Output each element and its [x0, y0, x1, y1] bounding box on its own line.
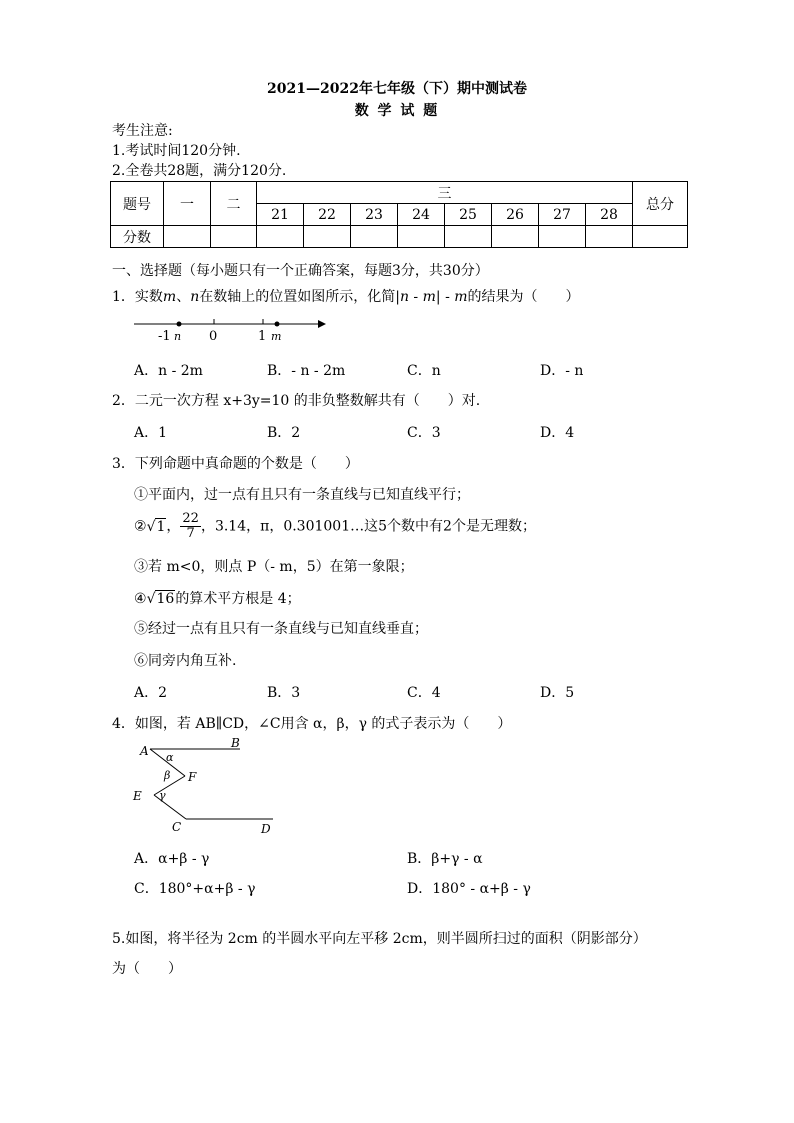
- exam-subtitle: 数 学 试 题: [354, 103, 440, 119]
- q4-option-c[interactable]: C．180°+α+β - γ: [134, 881, 256, 897]
- q4-option-a[interactable]: A．α+β - γ: [134, 851, 210, 867]
- q1-text: 、: [176, 289, 191, 305]
- label-n: n: [174, 330, 182, 343]
- label-m: m: [271, 330, 282, 343]
- q3-statement-2: ②√1， $\frac{22}{7}$ ，3.14，π，0.301001…这5个数中有2个是无理数；: [134, 511, 536, 541]
- q1-text: 的结果为（ ）: [467, 289, 580, 305]
- angle-gamma: γ: [159, 789, 166, 802]
- table-sub-col: 28: [586, 204, 633, 226]
- note-time: 1.考试时间120分钟.: [112, 143, 241, 159]
- section-heading: 一、选择题（每小题只有一个正确答案，每题3分，共30分）: [112, 263, 489, 279]
- exam-title: 2021—2022年七年级（下）期中测试卷: [267, 81, 527, 97]
- q1-var-m: m: [422, 289, 436, 305]
- score-cell[interactable]: [539, 226, 586, 248]
- q1-text: | -: [435, 289, 455, 305]
- note-score: 2.全卷共28题，满分120分.: [112, 163, 287, 179]
- table-col-one: 一: [164, 182, 211, 226]
- point-n: [177, 322, 182, 327]
- table-sub-col: 24: [398, 204, 445, 226]
- question-5-stem-line2: 为（ ）: [112, 961, 182, 977]
- q2-option-a[interactable]: A．1: [134, 425, 168, 441]
- table-sub-col: 23: [351, 204, 398, 226]
- sqrt-symbol: √16: [146, 591, 175, 607]
- q3-statement-4: [134, 588, 301, 608]
- q1-var-n: n: [190, 289, 200, 305]
- question-4-stem: 4．如图，若 AB∥CD，∠C用含 α，β，γ 的式子表示为（ ）: [112, 716, 512, 732]
- q2-option-c[interactable]: C．3: [407, 425, 441, 441]
- table-sub-col: 21: [257, 204, 304, 226]
- q3-option-c[interactable]: C．4: [407, 685, 441, 701]
- q4-option-d[interactable]: D．180° - α+β - γ: [407, 881, 531, 897]
- score-cell[interactable]: [398, 226, 445, 248]
- label-zero: 0: [209, 329, 218, 344]
- fraction-numerator: 22: [182, 511, 199, 526]
- question-2-stem: 2．二元一次方程 x+3y=10 的非负整数解共有（ ）对.: [112, 393, 481, 409]
- q3-statement-1: ①平面内，过一点有且只有一条直线与已知直线平行；: [134, 487, 470, 503]
- q3-option-d[interactable]: D．5: [540, 685, 575, 701]
- angle-alpha: α: [166, 751, 174, 764]
- score-cell[interactable]: [211, 226, 257, 248]
- table-sub-col: 22: [304, 204, 351, 226]
- notes-heading: 考生注意:: [112, 123, 173, 139]
- table-sub-col: 27: [539, 204, 586, 226]
- q1-option-c[interactable]: C．n: [407, 363, 441, 379]
- table-col-total: 总分: [633, 182, 688, 226]
- question-5-stem-line1: 5.如图，将半径为 2cm 的半圆水平向左平移 2cm，则半圆所扫过的面积（阴影部分）: [112, 931, 647, 947]
- table-col-three: 三: [257, 182, 633, 204]
- point-m: [275, 322, 280, 327]
- score-cell[interactable]: [492, 226, 539, 248]
- q3-statement-3: ③若 m<0，则点 P（- m，5）在第一象限；: [134, 559, 414, 575]
- label-b: B: [231, 736, 240, 750]
- label-e: E: [133, 789, 142, 803]
- q1-var-n: n: [399, 289, 409, 305]
- q3-statement-6: ⑥同旁内角互补.: [134, 653, 237, 669]
- q1-var-m: m: [162, 289, 177, 305]
- table-sub-col: 26: [492, 204, 539, 226]
- score-cell[interactable]: [304, 226, 351, 248]
- q2-option-b[interactable]: B．2: [267, 425, 301, 441]
- angle-beta: β: [164, 769, 171, 782]
- question-3-stem: 3．下列命题中真命题的个数是（ ）: [112, 456, 359, 472]
- q1-text: 1．实数: [112, 289, 163, 305]
- q1-text: -: [408, 289, 423, 305]
- fraction-denominator: 7: [186, 526, 195, 541]
- score-cell[interactable]: [257, 226, 304, 248]
- q1-option-b[interactable]: B．- n - 2m: [267, 363, 346, 379]
- question-1-stem: [112, 286, 580, 306]
- score-cell[interactable]: [586, 226, 633, 248]
- label-c: C: [172, 820, 182, 834]
- q3-text: ②: [134, 518, 147, 535]
- label-one: 1: [258, 329, 267, 344]
- q1-text: 在数轴上的位置如图所示，化简|: [199, 289, 400, 305]
- q1-option-a[interactable]: A．n - 2m: [134, 363, 203, 379]
- table-col-two: 二: [211, 182, 257, 226]
- q4-option-b[interactable]: B．β+γ - α: [407, 851, 483, 867]
- table-sub-col: 25: [445, 204, 492, 226]
- q1-var-m: m: [454, 289, 468, 305]
- label-d: D: [261, 822, 271, 836]
- arrow-icon: [318, 320, 326, 328]
- score-table: [110, 181, 688, 248]
- label-f: F: [188, 770, 197, 784]
- parallel-lines-figure: [128, 733, 288, 841]
- q2-option-d[interactable]: D．4: [540, 425, 575, 441]
- score-cell[interactable]: [164, 226, 211, 248]
- sqrt-radicand: 1: [156, 518, 166, 535]
- label-neg1: -1: [158, 329, 171, 344]
- score-cell[interactable]: [351, 226, 398, 248]
- score-cell[interactable]: [633, 226, 688, 248]
- q3-statement-5: ⑤经过一点有且只有一条直线与已知直线垂直；: [134, 621, 428, 637]
- number-line-figure: [128, 312, 338, 346]
- table-label-question: 题号: [111, 182, 164, 226]
- sqrt-symbol: √1: [146, 518, 166, 535]
- score-cell[interactable]: [445, 226, 492, 248]
- q3-text: ④: [134, 591, 147, 607]
- fraction: [180, 512, 201, 541]
- q1-option-d[interactable]: D．- n: [540, 363, 584, 379]
- table-label-score: 分数: [111, 226, 164, 248]
- label-a: A: [140, 744, 149, 758]
- sqrt-radicand: 16: [156, 591, 175, 607]
- q3-text: ，3.14，π，0.301001…这5个数中有2个是无理数；: [200, 518, 536, 535]
- q3-option-a[interactable]: A．2: [134, 685, 168, 701]
- q3-text: 的算术平方根是 4；: [175, 591, 301, 607]
- q3-option-b[interactable]: B．3: [267, 685, 301, 701]
